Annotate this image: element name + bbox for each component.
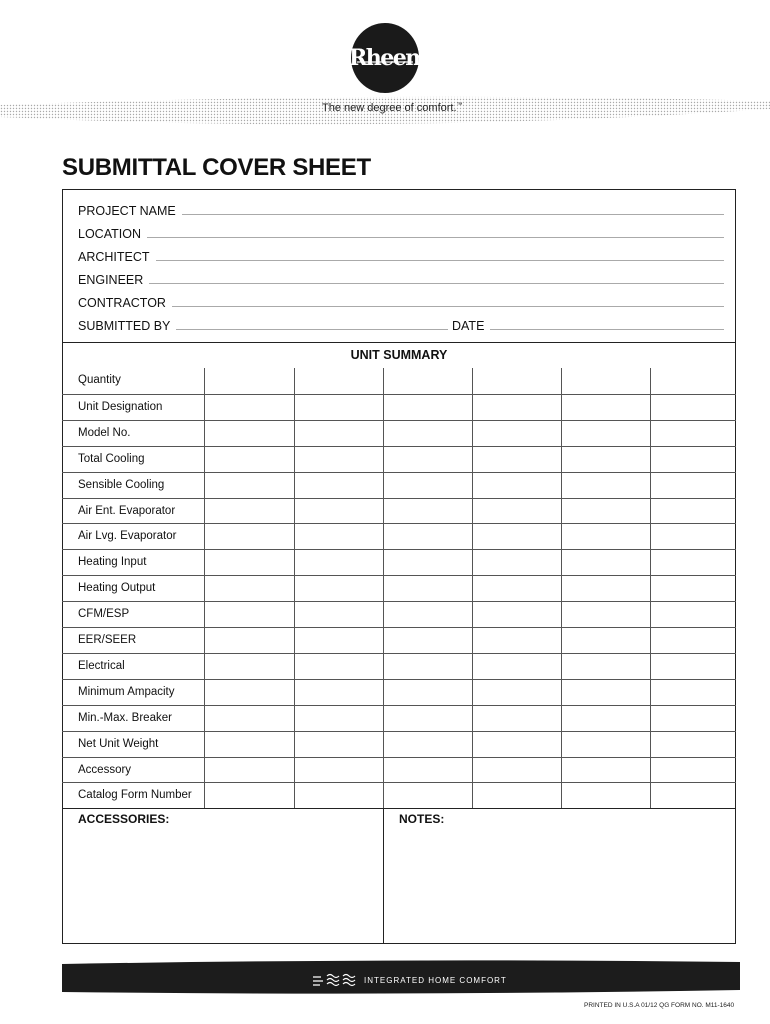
rheem-logo	[349, 22, 428, 94]
contractor-label: CONTRACTOR	[78, 296, 166, 310]
unit-summary-cell[interactable]	[204, 524, 292, 549]
unit-summary-cell[interactable]	[650, 576, 738, 601]
unit-summary-cell[interactable]	[383, 368, 471, 393]
unit-summary-cell[interactable]	[383, 447, 471, 472]
unit-summary-cell[interactable]	[650, 628, 738, 653]
unit-summary-row-label: Heating Input	[78, 556, 147, 569]
unit-summary-row-label: Quantity	[78, 374, 121, 386]
unit-summary-cell[interactable]	[472, 395, 560, 420]
unit-summary-cell[interactable]	[204, 421, 292, 446]
unit-summary-cell[interactable]	[294, 550, 382, 575]
page-title: SUBMITTAL COVER SHEET	[62, 154, 371, 181]
unit-summary-cell[interactable]	[294, 654, 382, 679]
unit-summary-row	[62, 627, 736, 653]
unit-summary-cell[interactable]	[472, 758, 560, 783]
footer-band-text: INTEGRATED HOME COMFORT	[364, 976, 507, 985]
date-label: DATE	[452, 319, 485, 333]
engineer-row[interactable]	[78, 269, 724, 287]
unit-summary-row-label: Unit Designation	[78, 400, 163, 413]
grid-column-divider	[472, 368, 473, 808]
unit-summary-cell[interactable]	[472, 680, 560, 705]
unit-summary-cell[interactable]	[561, 550, 649, 575]
unit-summary-row-label: Accessory	[78, 763, 132, 776]
engineer-label: ENGINEER	[78, 273, 144, 287]
unit-summary-cell[interactable]	[294, 732, 382, 757]
brand-tagline	[322, 102, 463, 114]
unit-summary-cell[interactable]	[294, 783, 382, 808]
project-name-row[interactable]	[78, 200, 724, 218]
unit-summary-cell[interactable]	[294, 576, 382, 601]
unit-summary-cell[interactable]	[472, 447, 560, 472]
unit-summary-cell[interactable]	[650, 421, 738, 446]
unit-summary-cell[interactable]	[204, 576, 292, 601]
unit-summary-cell[interactable]	[204, 602, 292, 627]
unit-summary-row-label: Sensible Cooling	[78, 478, 165, 491]
unit-summary-cell[interactable]	[204, 783, 292, 808]
unit-summary-cell[interactable]	[204, 680, 292, 705]
unit-summary-cell[interactable]	[294, 447, 382, 472]
logo-wordmark: Rheem	[349, 45, 428, 71]
unit-summary-cell[interactable]	[383, 758, 471, 783]
unit-summary-cell[interactable]	[204, 395, 292, 420]
unit-summary-row	[62, 731, 736, 757]
grid-column-divider	[650, 368, 651, 808]
unit-summary-cell[interactable]	[383, 602, 471, 627]
unit-summary-cell[interactable]	[650, 550, 738, 575]
unit-summary-cell[interactable]	[650, 732, 738, 757]
unit-summary-cell[interactable]	[472, 628, 560, 653]
unit-summary-row-label: Total Cooling	[78, 452, 145, 465]
unit-summary-cell[interactable]	[383, 524, 471, 549]
unit-summary-cell[interactable]	[650, 706, 738, 731]
unit-summary-cell[interactable]	[204, 447, 292, 472]
unit-summary-cell[interactable]	[561, 447, 649, 472]
grid-column-divider	[204, 368, 205, 808]
unit-summary-cell[interactable]	[472, 550, 560, 575]
unit-summary-cell[interactable]	[383, 628, 471, 653]
unit-summary-cell[interactable]	[472, 576, 560, 601]
unit-summary-cell[interactable]	[650, 368, 738, 393]
unit-summary-row-label: Air Lvg. Evaporator	[78, 530, 177, 543]
unit-summary-cell[interactable]	[472, 602, 560, 627]
unit-summary-cell[interactable]	[204, 499, 292, 524]
contractor-row[interactable]	[78, 292, 724, 310]
unit-summary-row-label: Heating Output	[78, 582, 156, 595]
unit-summary-cell[interactable]	[561, 473, 649, 498]
unit-summary-cell[interactable]	[294, 706, 382, 731]
unit-summary-row	[62, 523, 736, 549]
unit-summary-cell[interactable]	[650, 447, 738, 472]
submitted-by-label: SUBMITTED BY	[78, 319, 171, 333]
notes-divider	[62, 808, 736, 809]
unit-summary-cell[interactable]	[561, 628, 649, 653]
unit-summary-cell[interactable]	[561, 602, 649, 627]
unit-summary-cell[interactable]	[561, 680, 649, 705]
unit-summary-cell[interactable]	[204, 654, 292, 679]
unit-summary-cell[interactable]	[650, 654, 738, 679]
unit-summary-cell[interactable]	[294, 680, 382, 705]
unit-summary-cell[interactable]	[204, 628, 292, 653]
unit-summary-cell[interactable]	[294, 395, 382, 420]
unit-summary-row	[62, 446, 736, 472]
unit-summary-row-label: Air Ent. Evaporator	[78, 504, 176, 517]
date-field[interactable]	[490, 329, 724, 330]
unit-summary-cell[interactable]	[294, 602, 382, 627]
print-note: PRINTED IN U.S.A 01/12 QG FORM NO. M11-1640	[584, 1002, 735, 1009]
tagline-text: The new degree of comfort.	[322, 102, 457, 114]
unit-summary-cell[interactable]	[472, 783, 560, 808]
unit-summary-row-label: Minimum Ampacity	[78, 685, 175, 698]
accessories-notes-divider	[383, 808, 384, 944]
architect-label: ARCHITECT	[78, 250, 150, 264]
page-header	[0, 0, 770, 140]
unit-summary-cell[interactable]	[472, 368, 560, 393]
grid-column-divider	[561, 368, 562, 808]
unit-summary-cell[interactable]	[383, 732, 471, 757]
submitted-by-field[interactable]	[176, 329, 448, 330]
unit-summary-cell[interactable]	[383, 576, 471, 601]
project-name-label: PROJECT NAME	[78, 204, 176, 218]
unit-summary-cell[interactable]	[561, 654, 649, 679]
unit-summary-cell[interactable]	[294, 628, 382, 653]
unit-summary-cell[interactable]	[561, 499, 649, 524]
unit-summary-row-label: Electrical	[78, 659, 125, 672]
unit-summary-cell[interactable]	[561, 421, 649, 446]
unit-summary-cell[interactable]	[561, 576, 649, 601]
unit-summary-row	[62, 575, 736, 601]
unit-summary-cell[interactable]	[383, 421, 471, 446]
unit-summary-cell[interactable]	[650, 395, 738, 420]
unit-summary-cell[interactable]	[650, 473, 738, 498]
unit-summary-cell[interactable]	[472, 499, 560, 524]
project-name-field[interactable]	[182, 214, 724, 215]
contractor-field[interactable]	[172, 306, 724, 307]
unit-summary-row	[62, 782, 736, 808]
unit-summary-row-label: Catalog Form Number	[78, 789, 192, 802]
unit-summary-cell[interactable]	[561, 524, 649, 549]
unit-summary-cell[interactable]	[561, 395, 649, 420]
unit-summary-row	[62, 394, 736, 420]
grid-column-divider	[383, 368, 384, 808]
location-label: LOCATION	[78, 227, 141, 241]
unit-summary-row	[62, 472, 736, 498]
unit-summary-row	[62, 601, 736, 627]
unit-summary-cell[interactable]	[294, 524, 382, 549]
unit-summary-cell[interactable]	[204, 758, 292, 783]
engineer-field[interactable]	[149, 283, 724, 284]
unit-summary-cell[interactable]	[383, 680, 471, 705]
notes-label: NOTES:	[399, 812, 445, 826]
location-row[interactable]	[78, 223, 724, 241]
unit-summary-cell[interactable]	[204, 550, 292, 575]
unit-summary-cell[interactable]	[561, 706, 649, 731]
unit-summary-cell[interactable]	[472, 421, 560, 446]
unit-summary-row-label: Min.-Max. Breaker	[78, 711, 172, 724]
unit-summary-cell[interactable]	[383, 783, 471, 808]
unit-summary-cell[interactable]	[472, 706, 560, 731]
unit-summary-row	[62, 679, 736, 705]
unit-summary-cell[interactable]	[383, 473, 471, 498]
unit-summary-cell[interactable]	[472, 654, 560, 679]
grid-column-divider	[294, 368, 295, 808]
unit-summary-row	[62, 549, 736, 575]
unit-summary-row	[62, 653, 736, 679]
unit-summary-cell[interactable]	[561, 732, 649, 757]
unit-summary-cell[interactable]	[294, 758, 382, 783]
unit-summary-cell[interactable]	[650, 499, 738, 524]
unit-summary-row-label: CFM/ESP	[78, 608, 130, 621]
submitted-by-row[interactable]	[78, 315, 448, 333]
unit-summary-row-label: Model No.	[78, 426, 131, 439]
unit-summary-row	[62, 705, 736, 731]
unit-summary-row-label: EER/SEER	[78, 634, 137, 646]
unit-summary-cell[interactable]	[561, 368, 649, 393]
unit-summary-cell[interactable]	[561, 783, 649, 808]
trademark-mark: ™	[456, 102, 463, 109]
unit-summary-cell[interactable]	[383, 654, 471, 679]
unit-summary-cell[interactable]	[472, 473, 560, 498]
unit-summary-cell[interactable]	[650, 680, 738, 705]
unit-summary-row	[62, 420, 736, 446]
unit-summary-cell[interactable]	[650, 602, 738, 627]
unit-summary-cell[interactable]	[383, 550, 471, 575]
unit-summary-row	[62, 368, 736, 394]
unit-summary-divider	[62, 342, 736, 343]
unit-summary-cell[interactable]	[204, 706, 292, 731]
unit-summary-cell[interactable]	[383, 395, 471, 420]
unit-summary-cell[interactable]	[294, 368, 382, 393]
unit-summary-cell[interactable]	[383, 499, 471, 524]
unit-summary-row	[62, 757, 736, 783]
unit-summary-cell[interactable]	[204, 368, 292, 393]
header-swoosh	[0, 95, 770, 135]
unit-summary-cell[interactable]	[472, 524, 560, 549]
unit-summary-row-label: Net Unit Weight	[78, 737, 159, 750]
unit-summary-cell[interactable]	[650, 783, 738, 808]
unit-summary-title: UNIT SUMMARY	[350, 348, 448, 362]
architect-field[interactable]	[156, 260, 724, 261]
unit-summary-cell[interactable]	[294, 421, 382, 446]
unit-summary-cell[interactable]	[472, 732, 560, 757]
unit-summary-cell[interactable]	[650, 524, 738, 549]
comfort-icons	[311, 971, 357, 989]
unit-summary-cell[interactable]	[204, 473, 292, 498]
unit-summary-cell[interactable]	[561, 758, 649, 783]
unit-summary-row	[62, 498, 736, 524]
location-field[interactable]	[147, 237, 724, 238]
unit-summary-cell[interactable]	[294, 473, 382, 498]
architect-row[interactable]	[78, 246, 724, 264]
unit-summary-cell[interactable]	[294, 499, 382, 524]
unit-summary-cell[interactable]	[204, 732, 292, 757]
unit-summary-cell[interactable]	[383, 706, 471, 731]
date-row[interactable]	[452, 315, 724, 333]
accessories-label: ACCESSORIES:	[78, 812, 170, 826]
unit-summary-cell[interactable]	[650, 758, 738, 783]
